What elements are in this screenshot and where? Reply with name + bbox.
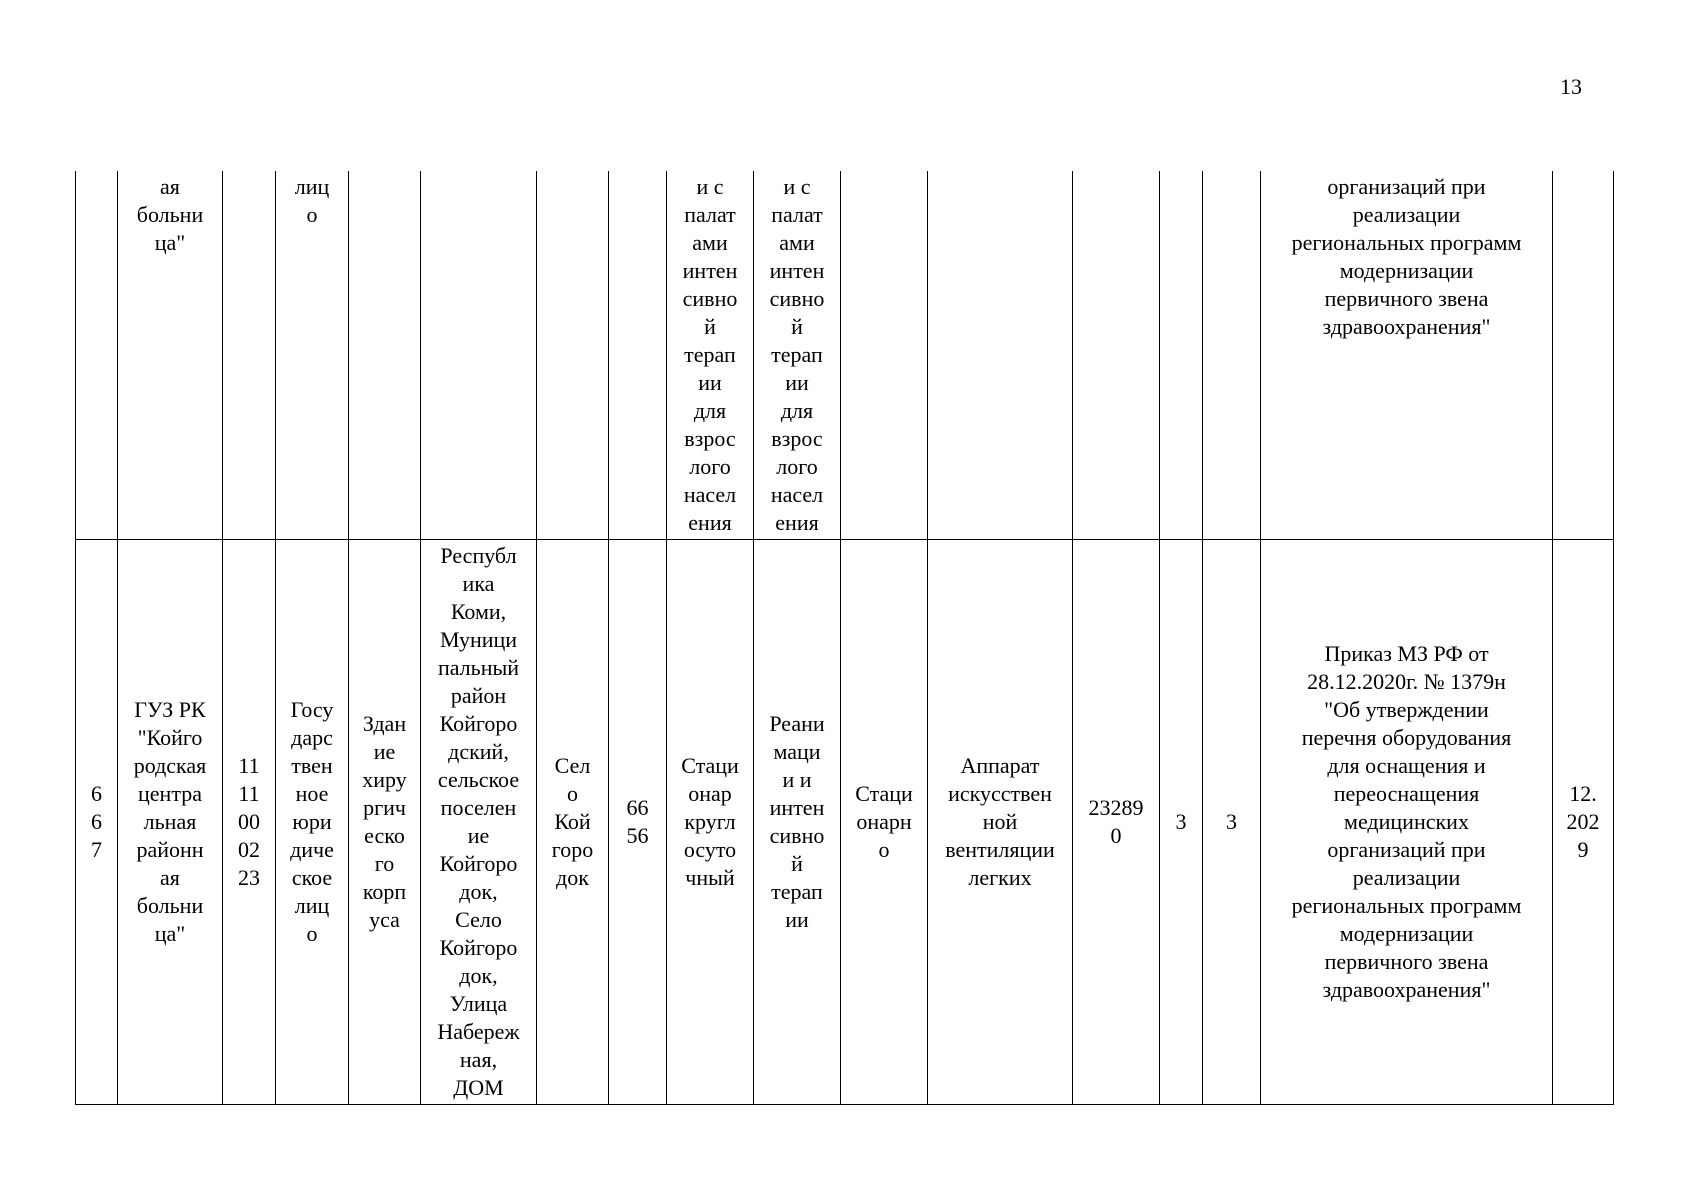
cell-building [349, 171, 421, 540]
cell-care-type: Стаци онар кругл осуто чный [667, 540, 754, 1105]
cell-number: 6 6 7 [76, 540, 118, 1105]
cell-quantity-required: 3 [1203, 540, 1261, 1105]
cell-code: 11 11 00 02 23 [223, 540, 276, 1105]
cell-care-conditions [841, 171, 928, 540]
cell-department: и с палат ами интен сивно й терап ии для взрос лого насел ения [754, 171, 841, 540]
cell-quantity-required [1203, 171, 1261, 540]
page-number: 13 [1560, 74, 1582, 99]
cell-legal-form: Госу дарс твен ное юри диче ское лиц о [276, 540, 349, 1105]
cell-code [223, 171, 276, 540]
table-row [76, 540, 1614, 1105]
cell-date: 12. 202 9 [1553, 540, 1614, 1105]
cell-equipment: Аппарат искусствен ной вентиляции легких [928, 540, 1073, 1105]
cell-settlement: Сел о Кой горо док [537, 540, 609, 1105]
cell-department: Реани маци и и интен сивно й терап ии [754, 540, 841, 1105]
cell-date [1553, 171, 1614, 540]
cell-settlement-code [609, 171, 667, 540]
equipment-table [75, 171, 1614, 1105]
cell-care-type: и с палат ами интен сивно й терап ии для взрос лого насел ения [667, 171, 754, 540]
cell-equipment [928, 171, 1073, 540]
cell-equipment-code [1073, 171, 1160, 540]
cell-settlement-code: 66 56 [609, 540, 667, 1105]
cell-address [421, 171, 537, 540]
cell-care-conditions: Стаци онарн о [841, 540, 928, 1105]
cell-number [76, 171, 118, 540]
cell-regulation: Приказ МЗ РФ от 28.12.2020г. № 1379н "Об утверждении перечня оборудования для оснащения и переоснащения медицинских организаций при реализации региональных программ модернизации первичного звена здравоохранения" [1261, 540, 1553, 1105]
cell-equipment-code: 23289 0 [1073, 540, 1160, 1105]
cell-quantity [1160, 171, 1203, 540]
cell-settlement [537, 171, 609, 540]
cell-organization: ГУЗ РК "Койго родская центра льная районн ая больни ца" [118, 540, 223, 1105]
cell-quantity: 3 [1160, 540, 1203, 1105]
cell-organization: ая больни ца" [118, 171, 223, 540]
cell-regulation: организаций при реализации региональных программ модернизации первичного звена здравоохранения" [1261, 171, 1553, 540]
cell-legal-form: лиц о [276, 171, 349, 540]
cell-building: Здан ие хиру ргич еско го корп уса [349, 540, 421, 1105]
cell-address: Республ ика Коми, Муници пальный район Койгоро дский, сельское поселен ие Койгоро док, Село Койгоро док, Улица Набереж ная, ДОМ [421, 540, 537, 1105]
table-row-continuation [76, 171, 1614, 540]
